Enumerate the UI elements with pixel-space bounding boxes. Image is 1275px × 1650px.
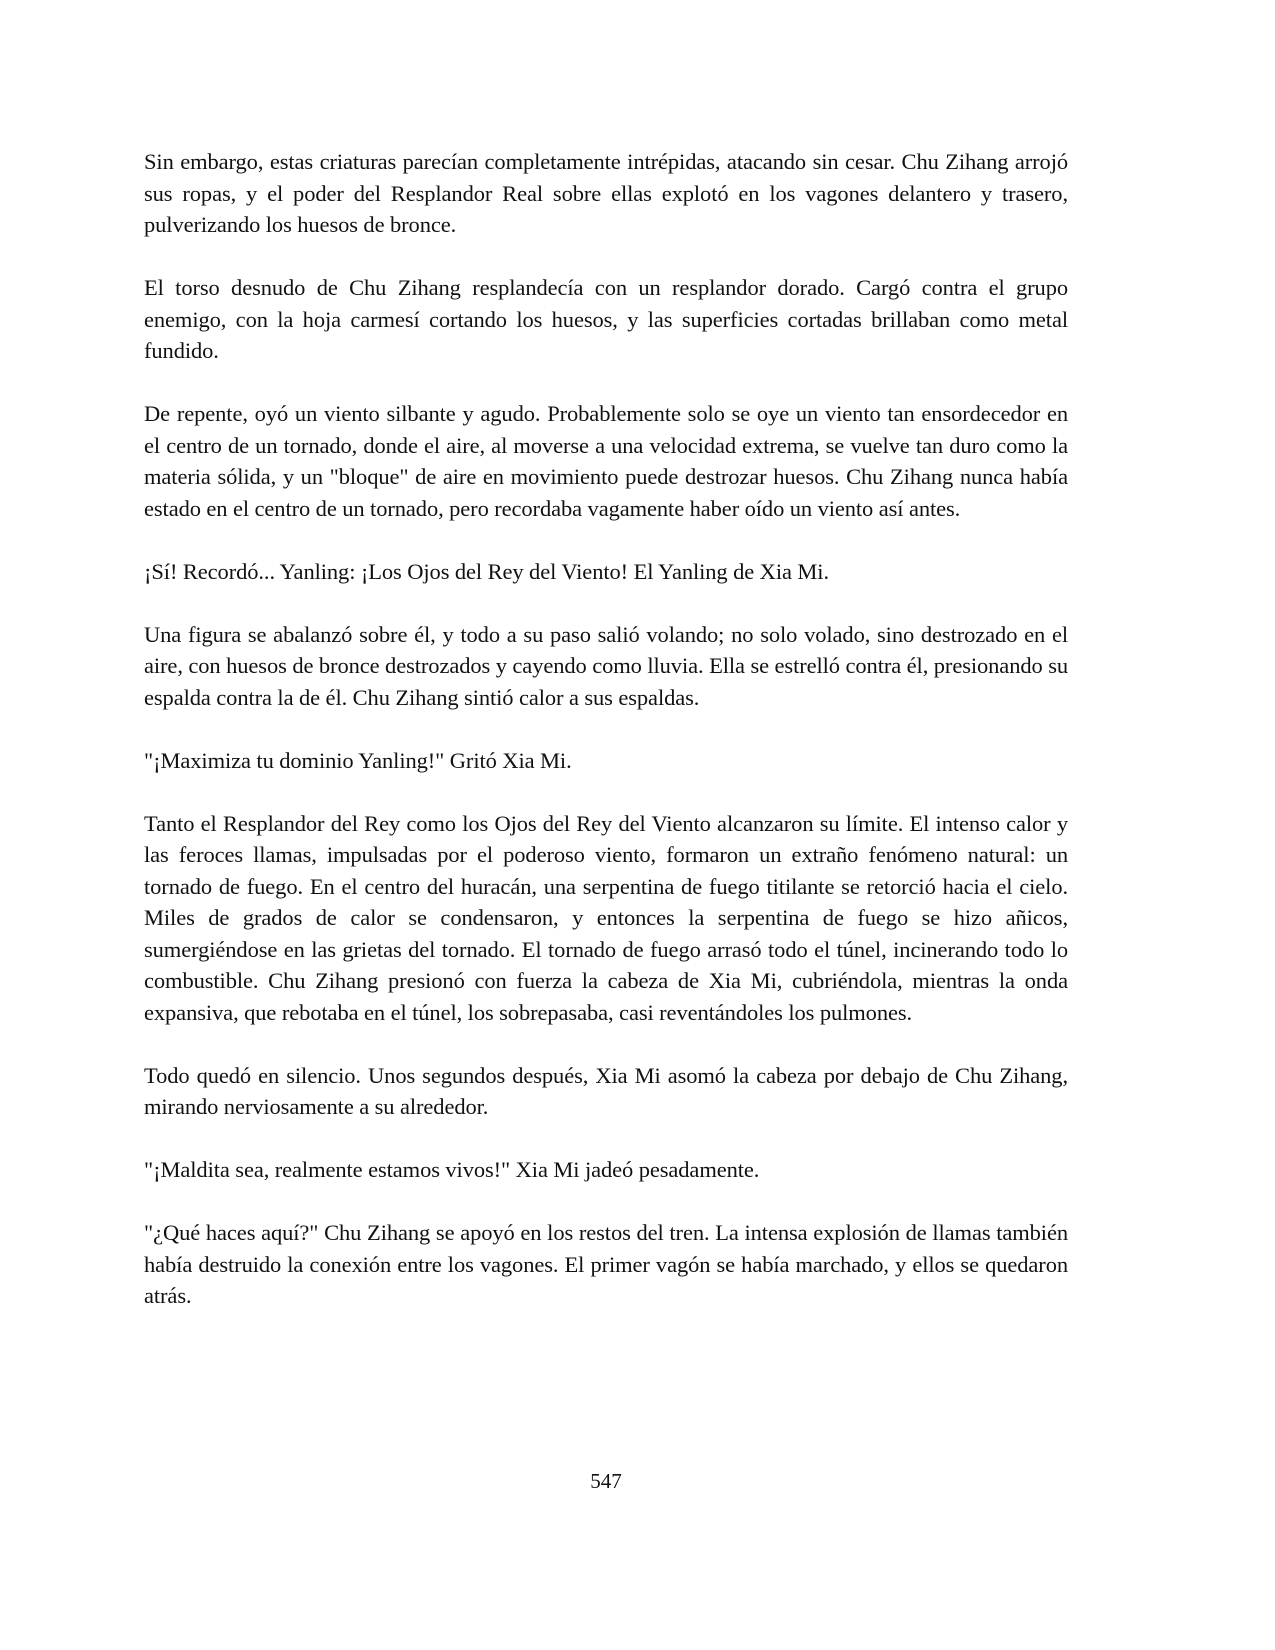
paragraph-9: "¡Maldita sea, realmente estamos vivos!" Xia Mi jadeó pesadamente. [144,1157,760,1182]
body-text [144,146,1068,1343]
paragraph-2: El torso desnudo de Chu Zihang resplandecía con un resplandor dorado. Cargó contra el grupo enemigo, con la hoja carmesí cortando los huesos, y las superficies cortadas brillaban como metal fundido. [144,275,1068,363]
paragraph-5: Una figura se abalanzó sobre él, y todo a su paso salió volando; no solo volado, sino destrozado en el aire, con huesos de bronce destrozados y cayendo como lluvia. Ella se estrelló contra él, presionando su espalda contra la de él. Chu Zihang sintió calor a sus espaldas. [144,621,1068,710]
paragraph-4: ¡Sí! Recordó... Yanling: ¡Los Ojos del Rey del Viento! El Yanling de Xia Mi. [144,558,829,584]
paragraph-3: De repente, oyó un viento silbante y agudo. Probablemente solo se oye un viento tan ensordecedor en el centro de un tornado, donde el aire, al moverse a una velocidad extrema, se vuelve tan duro como la materia sólida, y un "bloque" de aire en movimiento puede destrozar huesos. Chu Zihang nunca había estado en el centro de un tornado, pero recordaba vagamente haber oído un viento así antes. [144,401,1068,521]
paragraph-6: "¡Maximiza tu dominio Yanling!" Gritó Xia Mi. [144,747,572,773]
paragraph-10: "¿Qué haces aquí?" Chu Zihang se apoyó en los restos del tren. La intensa explosión de llamas también había destruido la conexión entre los vagones. El primer vagón se había marchado, y ellos se quedaron atrás. [144,1220,1068,1308]
paragraph-8: Todo quedó en silencio. Unos segundos después, Xia Mi asomó la cabeza por debajo de Chu Zihang, mirando nerviosamente a su alrededor. [144,1062,1068,1119]
page-number: 547 [590,1469,622,1493]
paragraph-1: Sin embargo, estas criaturas parecían completamente intrépidas, atacando sin cesar. Chu Zihang arrojó sus ropas, y el poder del Resplandor Real sobre ellas explotó en los vagones delantero y trasero, pulverizando los huesos de bronce. [144,149,1068,237]
paragraph-7: Tanto el Resplandor del Rey como los Ojos del Rey del Viento alcanzaron su límite. El intenso calor y las feroces llamas, impulsadas por el poderoso viento, formaron un extraño fenómeno natural: un tornado de fuego. En el centro del huracán, una serpentina de fuego titilante se retorció hacia el cielo. Miles de grados de calor se condensaron, y entonces la serpentina de fuego se hizo añicos, sumergiéndose en las grietas del tornado. El tornado de fuego arrasó todo el túnel, incinerando todo lo combustible. Chu Zihang presionó con fuerza la cabeza de Xia Mi, cubriéndola, mientras la onda expansiva, que rebotaba en el túnel, los sobrepasaba, casi reventándoles los pulmones. [144,810,1068,1025]
